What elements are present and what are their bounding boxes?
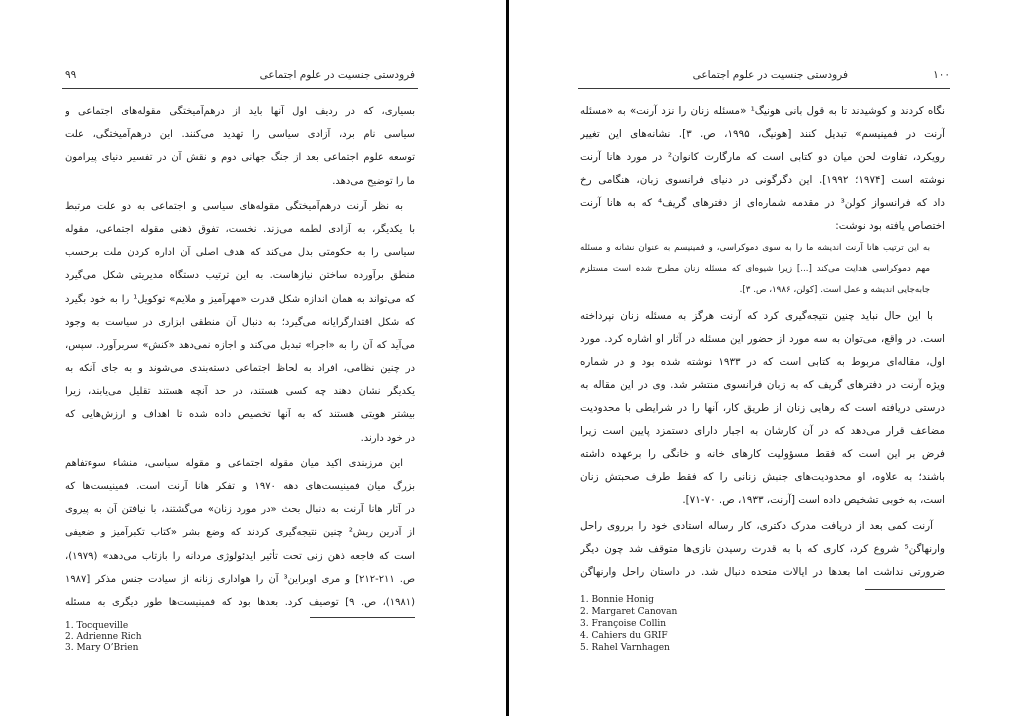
body-line: با این حال نباید چنین نتیجه‌گیری کرد که آرنت هرگز به مسئله زنان نپرداخته bbox=[580, 310, 933, 322]
footnote: 2. Adrienne Rich bbox=[65, 632, 142, 642]
body-line: یکدیگر نشان دهند چه کسی هستند، در حد آنچه هستند تقلیل می‌یابند، زیرا bbox=[65, 386, 415, 398]
running-head: فرودستی جنسیت در علوم اجتماعی bbox=[692, 69, 848, 81]
body-line: این مرزبندی اکید میان مقوله اجتماعی و مقوله سیاسی، منشاء سوءتفاهم bbox=[65, 457, 403, 469]
body-line: از آدرین ریش² چنین نتیجه‌گیری کردند که وضع بشر «کتاب تکبرآمیز و ضعیفی bbox=[65, 527, 415, 539]
block-quote-line: مهم دموکراسی هدایت می‌کند [...] زیرا شیوه‌ای که مسئله زنان مطرح شده است مستلزم bbox=[580, 264, 930, 274]
body-line: ص. ۲۱۱-۲۱۲] و مری اوبراین³ آن را هواداری زنانه از سیادت جنس مذکر [۱۹۸۷ bbox=[65, 573, 415, 585]
body-line: بسیاری، که در ردیف اول آنها باید از درهم‌آمیختگی مقوله‌های اجتماعی و bbox=[65, 106, 415, 117]
body-line: مضاعف قرار می‌دهد که در آن کارشان به اجبار دارای دستمزد پایین است زیرا bbox=[580, 425, 945, 437]
body-line: داد که فرانسواز کولن³ در مقدمه شماره‌ای از دفترهای گریف⁴ که به هانا آرنت bbox=[580, 197, 945, 209]
body-line: اول، مقاله‌ای مربوط به کتابی است که در ۱۹۳۳ نوشته شده بود و در شماره bbox=[580, 356, 945, 368]
page-number: ۹۹ bbox=[65, 69, 77, 81]
page-number: ۱۰۰ bbox=[933, 69, 950, 81]
footnotes-left bbox=[65, 621, 142, 654]
footnote: 1. Bonnie Honig bbox=[580, 595, 654, 605]
body-line: است که فاجعه ذهن زنی تحت تأثیر ایدئولوژی مردانه را بازتاب می‌دهد» (۱۹۷۹)، bbox=[65, 550, 415, 562]
body-line: نوشته است [۱۹۷۴؛ ۱۹۹۲]. این دگرگونی در دنیای فرانسوی زبان، هنگامی رخ bbox=[580, 174, 945, 186]
body-line: اختصاص یافته بود نوشت: bbox=[835, 220, 945, 232]
body-line: آرنت در فمینیسم» تبدیل کنند [هونیگ، ۱۹۹۵، ص. ۳]. نشانه‌های این تغییر bbox=[580, 128, 945, 140]
body-line: آرنت کمی بعد از دریافت مدرک دکتری، کار رساله استادی خود را برروی راحل bbox=[580, 520, 933, 532]
body-line: توسعه علوم اجتماعی بعد از جنگ جهانی دوم و نقش آن در تفسیر دنیای پیرامون bbox=[65, 152, 415, 164]
body-line: منطق برآورده ساختن نیازهاست. به این ترتیب دستگاه مدیریتی شکل می‌گیرد bbox=[65, 270, 415, 282]
body-line: سیاسی را به حکومتی بدل می‌کند که هدف اصلی آن اداره کردن ملت برحسب bbox=[65, 247, 415, 259]
body-line: ما را توضیح می‌دهد. bbox=[332, 175, 415, 187]
body-line: که می‌تواند به همان اندازه شکل قدرت «مهرآمیز و ملایم» توکویل¹ را به خود بگیرد bbox=[65, 293, 415, 305]
body-line: بیشتر هویتی هستند که به آنها تخصیص داده شده تا اهداف و ارزش‌هایی که bbox=[65, 409, 415, 421]
footnote-rule bbox=[865, 589, 945, 590]
footnote-rule bbox=[310, 617, 415, 618]
block-quote-line: جابه‌جایی اندیشه و عمل است. [کولن، ۱۹۸۶، ص. ۳]. bbox=[739, 285, 930, 295]
body-line: در آثار هانا آرنت به دنبال بحث «در مورد زنان» می‌گشتند، با نیافتن آن به پیروی bbox=[65, 504, 415, 516]
page-body-left bbox=[65, 100, 415, 614]
body-line: با یکدیگر، به آزادی لطمه می‌زند. نخست، تفوق ذهنی مقوله اجتماعی، مقوله bbox=[65, 223, 415, 235]
footnotes-right bbox=[580, 594, 677, 654]
body-line: در چنین نظامی، افراد به لحاظ اجتماعی دسته‌بندی می‌شوند و به جای آنکه به bbox=[65, 363, 415, 375]
body-line: باشند؛ به علاوه، او محدودیت‌های جنبش زنانی را که فقط طرف صحبتش زنان bbox=[580, 471, 945, 483]
block-quote-line: به این ترتیب هانا آرنت اندیشه ما را به سوی دموکراسی، و فمینیسم به عنوان نشانه و مسئله bbox=[580, 243, 930, 253]
body-line: در خود دارند. bbox=[360, 432, 415, 444]
book-spine bbox=[506, 0, 509, 716]
footnote: 4. Cahiers du GRIF bbox=[580, 631, 668, 641]
body-line: رویکرد، تفاوت لحن میان دو کتابی است که مارگارت کانوان² در مورد هانا آرنت bbox=[580, 151, 945, 163]
body-line: فرض بر این است که فقط مسؤولیت کارهای خانه و خانگی را برعهده داشته bbox=[580, 448, 945, 460]
body-line: نگاه کردند و کوشیدند تا به قول بانی هونیگ¹ «مسئله زنان را نزد آرنت» به «مسئله bbox=[580, 105, 945, 117]
body-line: ضرورتی نداشت اما بعدها در ایالات متحده دنبال شد. در داستان راحل وارنهاگن bbox=[580, 566, 945, 578]
body-line: درستی دریافته است که رهایی زنان از طریق کار، آنها را در شرایطی با محدودیت bbox=[580, 402, 945, 414]
body-line: که شکل اقتدارگرایانه می‌گیرد؛ به دنبال آن منطقی ابزاری در سیاست به وجود bbox=[65, 316, 415, 328]
footnote: 2. Margaret Canovan bbox=[580, 607, 678, 617]
footnote: 1. Tocqueville bbox=[65, 621, 129, 631]
body-line: سیاسی نام برد، آزادی سیاسی را تهدید می‌کنند. این درهم‌آمیختگی، علت bbox=[65, 129, 415, 141]
body-line: وارنهاگن⁵ شروع کرد، کاری که با به قدرت رسیدن نازی‌ها متوقف شد چون دیگر bbox=[580, 543, 945, 555]
body-line: است، به خوبی تشخیص داده است [آرنت، ۱۹۳۳، ص. ۷۰-۷۱]. bbox=[682, 494, 945, 506]
running-head: فرودستی جنسیت در علوم اجتماعی bbox=[259, 69, 415, 81]
header-rule bbox=[62, 88, 418, 89]
body-line: ویژه آرنت در دفترهای گریف که به زبان فرانسوی منتشر شد. وی در این مقاله به bbox=[580, 379, 945, 391]
body-line: (۱۹۸۱)، ص. ۹] توصیف کرد. بعدها بود که فمینیست‌ها طور دیگری به مسئله bbox=[65, 596, 415, 608]
body-line: بزرگ میان فمینیست‌های دهه ۱۹۷۰ و تفکر هانا آرنت است. فمینیست‌ها که bbox=[65, 481, 415, 492]
footnote: 3. Françoise Collin bbox=[580, 619, 667, 629]
footnote: 3. Mary O’Brien bbox=[65, 643, 139, 653]
body-line: است. در واقع، می‌توان به سه مورد از حضور این مسئله در آثار او اشاره کرد. مورد bbox=[580, 333, 945, 345]
body-line: به نظر آرنت درهم‌آمیختگی مقوله‌های سیاسی و اجتماعی به دو علت مرتبط bbox=[65, 200, 403, 212]
body-line: می‌آید که آن را به «اجرا» تبدیل می‌کند و اجازه نمی‌دهد «کنش» سربرآورد. سپس، bbox=[65, 339, 415, 351]
footnote: 5. Rahel Varnhagen bbox=[580, 643, 670, 653]
page-body-right bbox=[580, 100, 945, 584]
header-rule bbox=[578, 88, 950, 89]
